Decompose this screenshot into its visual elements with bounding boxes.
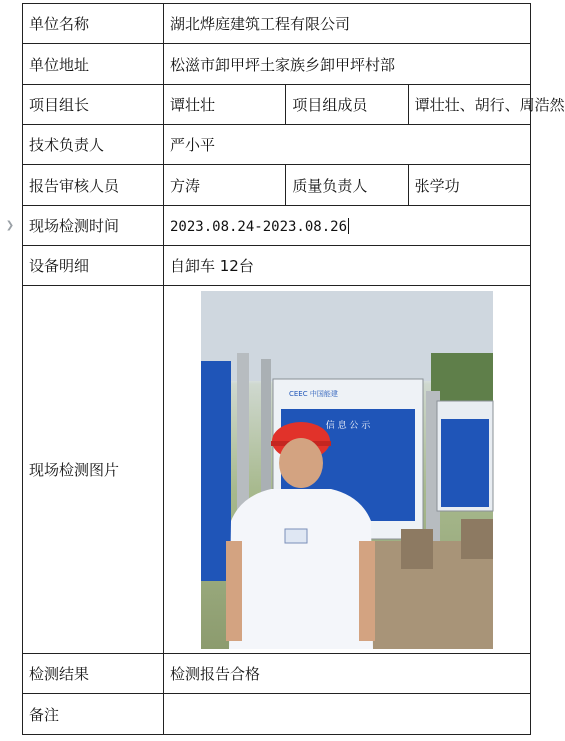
label-equipment: 设备明细 <box>23 246 164 286</box>
row-equipment <box>23 246 531 286</box>
label-result: 检测结果 <box>23 654 164 694</box>
site-photo[interactable] <box>201 291 493 649</box>
row-result <box>23 654 531 694</box>
row-project-team <box>23 85 531 125</box>
row-handle-chevron-icon[interactable]: ❯ <box>5 220 15 231</box>
text-cursor <box>348 218 349 234</box>
label-remarks: 备注 <box>23 694 164 735</box>
value-team-members[interactable]: 谭壮壮、胡行、周浩然 <box>408 85 530 125</box>
value-team-leader[interactable]: 谭壮壮 <box>164 85 286 125</box>
row-unit-address <box>23 44 531 85</box>
label-unit-address: 单位地址 <box>23 44 164 85</box>
label-team-members: 项目组成员 <box>286 85 408 125</box>
value-inspection-time: 2023.08.24-2023.08.26 <box>170 218 348 235</box>
value-remarks[interactable] <box>164 694 531 735</box>
row-remarks <box>23 694 531 735</box>
label-quality-lead: 质量负责人 <box>286 165 408 206</box>
value-equipment[interactable]: 自卸车 12台 <box>164 246 531 286</box>
label-tech-lead: 技术负责人 <box>23 125 164 165</box>
row-inspection-time <box>23 206 531 246</box>
value-result[interactable]: 检测报告合格 <box>164 654 531 694</box>
value-unit-name[interactable]: 湖北烨庭建筑工程有限公司 <box>164 4 531 44</box>
label-site-photo: 现场检测图片 <box>23 286 164 654</box>
label-reviewer: 报告审核人员 <box>23 165 164 206</box>
sign-title: 信 息 公 示 <box>325 420 371 431</box>
sign-brand: CEEC 中国能建 <box>289 389 338 398</box>
row-site-photo <box>23 286 531 654</box>
value-reviewer[interactable]: 方涛 <box>164 165 286 206</box>
value-quality-lead[interactable]: 张学功 <box>408 165 530 206</box>
row-review <box>23 165 531 206</box>
site-photo-cell[interactable] <box>164 286 531 654</box>
value-inspection-time-cell[interactable] <box>164 206 531 246</box>
label-inspection-time: 现场检测时间 <box>23 206 164 246</box>
value-unit-address[interactable]: 松滋市卸甲坪土家族乡卸甲坪村部 <box>164 44 531 85</box>
label-unit-name: 单位名称 <box>23 4 164 44</box>
row-unit-name <box>23 4 531 44</box>
label-team-leader: 项目组长 <box>23 85 164 125</box>
row-tech-lead <box>23 125 531 165</box>
inspection-record-table <box>22 3 565 735</box>
value-tech-lead[interactable]: 严小平 <box>164 125 531 165</box>
site-photo-illustration <box>201 291 493 649</box>
